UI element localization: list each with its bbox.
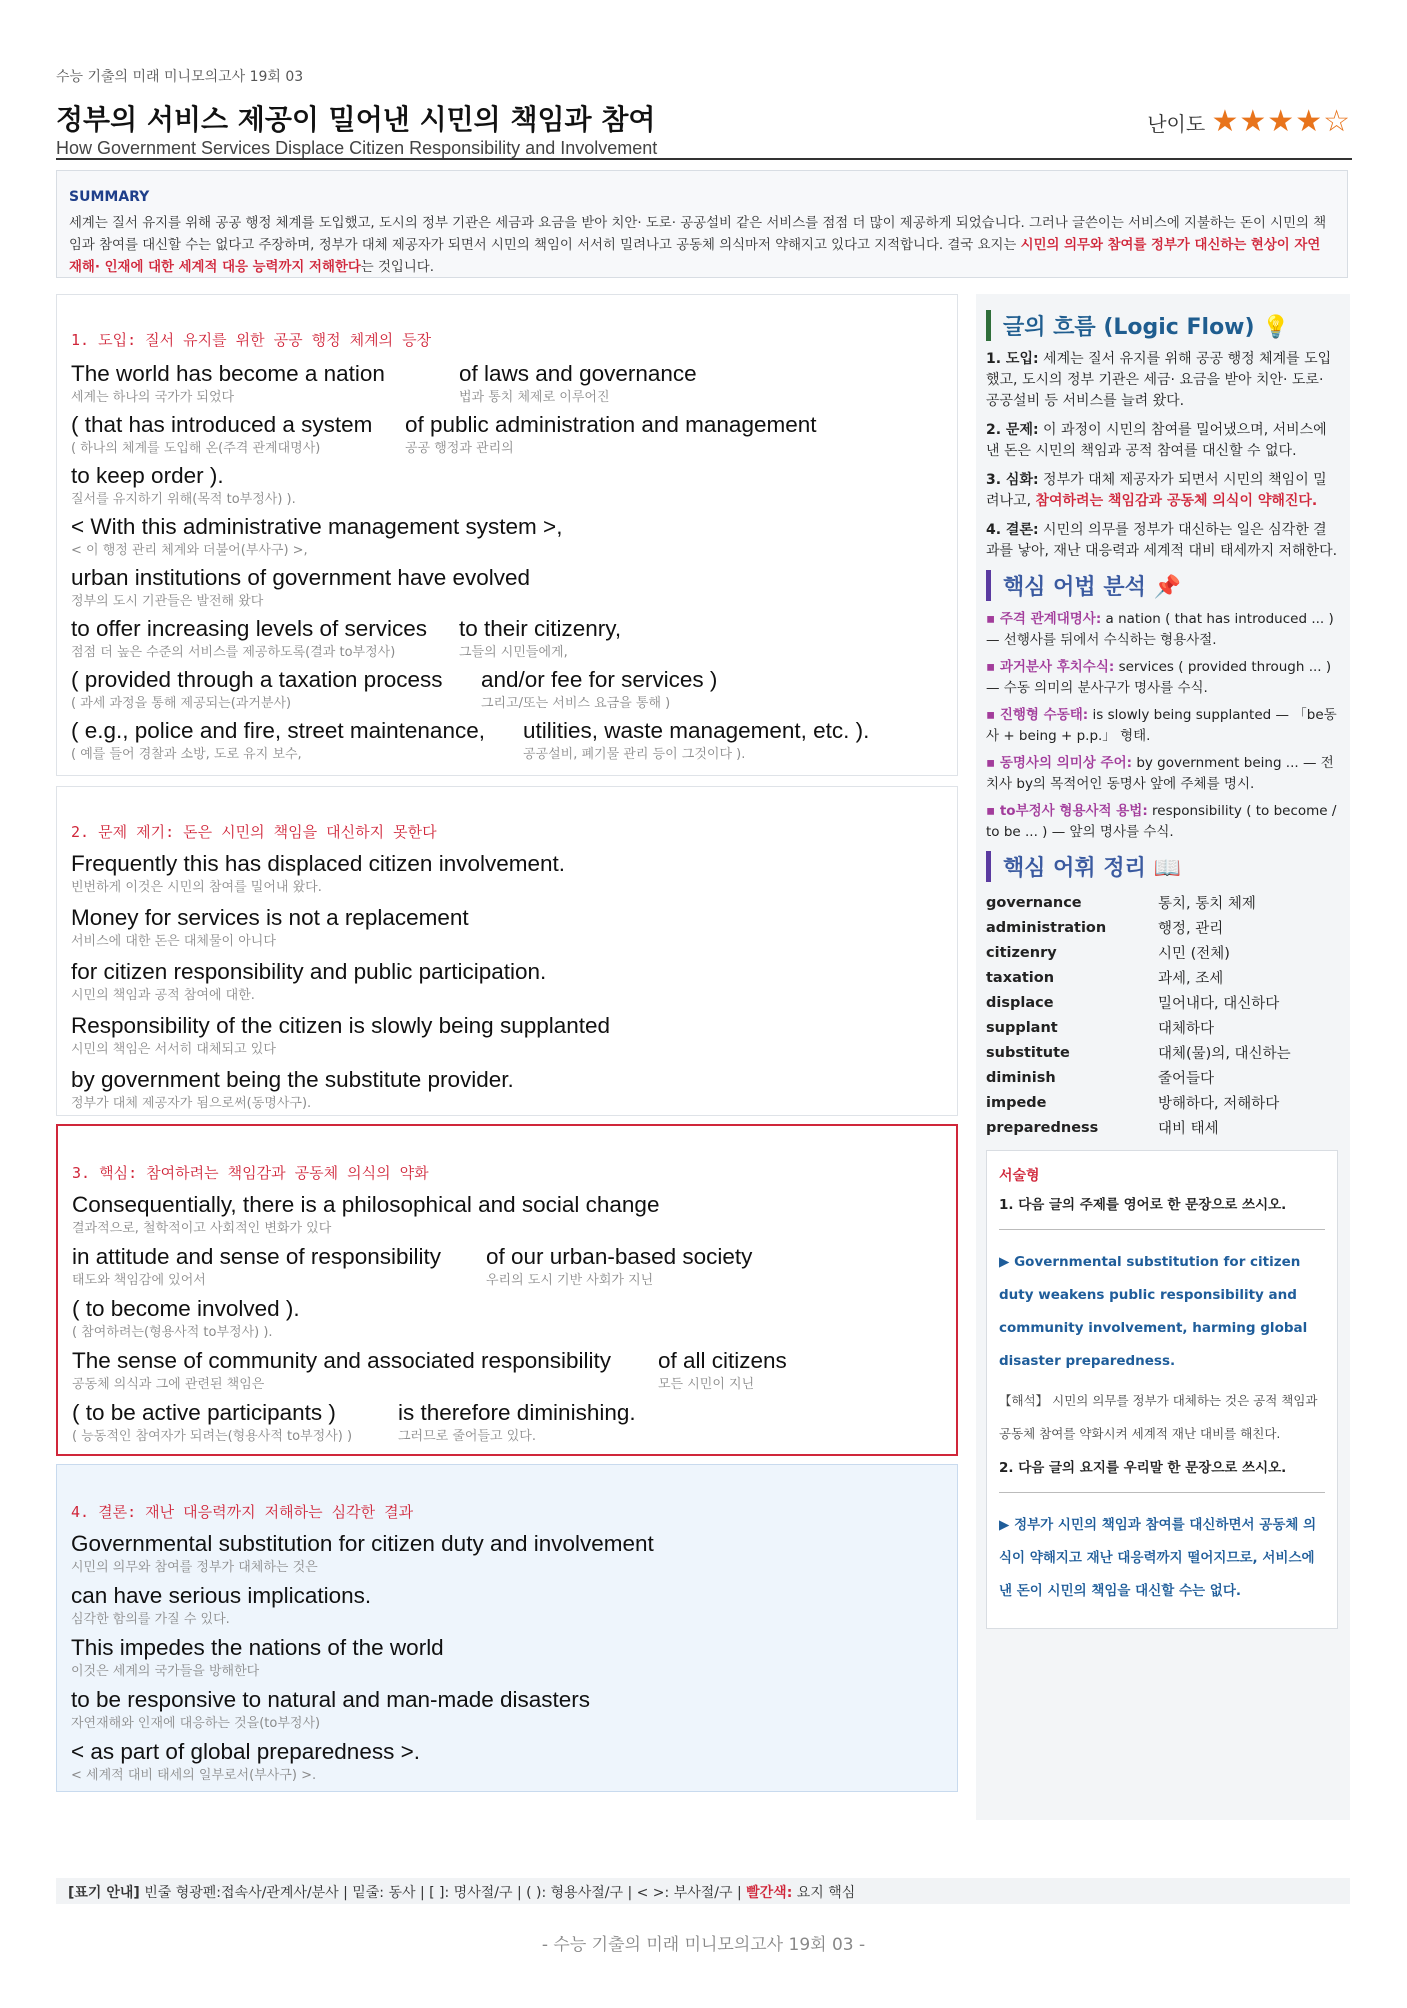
section-4 bbox=[56, 1464, 958, 1792]
sentence-line: of public administration and management 공공 행정과 관리의 bbox=[405, 412, 817, 456]
sentence-line: by government being the substitute provider. 정부가 대체 제공자가 됨으로써(동명사구). bbox=[71, 1067, 514, 1111]
answer-box bbox=[986, 1150, 1338, 1629]
vocab-row: displace 밀어내다, 대신하다 bbox=[986, 994, 1280, 1012]
sentence-line: ( to be active participants ) ( 능동적인 참여자가 되려는(형용사적 to부정사) ) bbox=[72, 1400, 353, 1444]
section-heading: 3. 핵심: 참여하려는 책임감과 공동체 의식의 약화 bbox=[72, 1164, 429, 1182]
sentence-line: and/or fee for services ) 그리고/또는 서비스 요금을 통해 ) bbox=[481, 667, 718, 711]
sentence-line: ( that has introduced a system ( 하나의 체계를 도입해 온(주격 관계대명사) bbox=[71, 412, 373, 456]
answer-2: ▶ 정부가 시민의 책임과 참여를 대신하면서 공동체 의식이 약해지고 재난 대응력까지 떨어지므로, 서비스에 낸 돈이 시민의 책임을 대신할 수는 없다. bbox=[999, 1517, 1317, 1599]
grammar-list bbox=[986, 609, 1338, 843]
sentence-line: is therefore diminishing. 그러므로 줄어들고 있다. bbox=[398, 1400, 636, 1444]
sentence-line: The sense of community and associated responsibility 공동체 의식과 그에 관련된 책임은 bbox=[72, 1348, 612, 1392]
sentence-line: Money for services is not a replacement 서비스에 대한 돈은 대체물이 아니다 bbox=[71, 905, 469, 949]
sentence-line: in attitude and sense of responsibility 태도와 책임감에 있어서 bbox=[72, 1244, 441, 1288]
summary-text: 세계는 질서 유지를 위해 공공 행정 체계를 도입했고, 도시의 정부 기관은 세금과 요금을 받아 치안· 도로· 공공설비 같은 서비스를 점점 더 많이 제공하게 되었습니다. 그러나 글쓴이는 서비스에 지불하는 돈이 시민의 책임과 참여를 대신할 수는 없다고 주장하며, 정부가 대체 제공자가 되면서 시민의 책임이 서서히 밀려나고 공동체 의식마저 약해지고 있다고 지적합니다. 결국 요지는 시민의 의무와 참여를 정부가 대신하는 현상이 자연재해· 인재에 대한 세계적 대응 능력까지 저해한다는 것입니다. bbox=[69, 216, 1327, 275]
series-label: 수능 기출의 미래 미니모의고사 19회 03 bbox=[56, 69, 304, 85]
sentence-line: of our urban-based society 우리의 도시 기반 사회가 지닌 bbox=[486, 1244, 753, 1288]
sentence-line: to offer increasing levels of services 점점 더 높은 수준의 서비스를 제공하도록(결과 to부정사) bbox=[71, 616, 428, 660]
page-title: 정부의 서비스 제공이 밀어낸 시민의 책임과 참여 bbox=[56, 103, 656, 136]
answer-1: ▶ Governmental substitution for citizen duty weakens public responsibility and community involvement, harming global disaster preparedness. bbox=[999, 1254, 1308, 1369]
vocab-row: citizenry 시민 (전체) bbox=[986, 944, 1230, 962]
answer-divider bbox=[999, 1229, 1325, 1230]
sidebar bbox=[976, 294, 1350, 1820]
page-subtitle: How Government Services Displace Citizen Responsibility and Involvement bbox=[56, 138, 658, 158]
flow-heading: 글의 흐름 (Logic Flow) 💡 bbox=[986, 310, 1338, 341]
sentence-line: of all citizens 모든 시민이 지닌 bbox=[658, 1348, 787, 1392]
logic-flow bbox=[986, 349, 1338, 562]
sentence-line: urban institutions of government have evolved 정부의 도시 기관들은 발전해 왔다 bbox=[71, 565, 531, 609]
summary-box bbox=[56, 170, 1348, 278]
title-divider bbox=[56, 158, 1352, 160]
sentence-line: < With this administrative management system >, < 이 행정 관리 체계와 더불어(부사구) >, bbox=[71, 514, 563, 558]
section-2 bbox=[56, 786, 958, 1116]
vocab-row: administration 행정, 관리 bbox=[986, 919, 1224, 937]
section-1 bbox=[56, 294, 958, 776]
summary-highlight: 시민의 의무와 참여를 정부가 대신하는 현상이 자연재해· 인재에 대한 세계적 대응 능력까지 저해한다 bbox=[69, 238, 1321, 275]
grammar-item: ▪ 진행형 수동태: is slowly being supplanted — 「be동사 + being + p.p.」 형태. bbox=[986, 707, 1337, 744]
section-3 bbox=[56, 1124, 958, 1456]
grammar-item: ▪ 과거분사 후치수식: services ( provided through ... ) — 수동 의미의 분사구가 명사를 수식. bbox=[986, 659, 1332, 696]
grammar-heading: 핵심 어법 분석 📌 bbox=[986, 570, 1338, 601]
sentence-line: ( e.g., police and fire, street maintenance, ( 예를 들어 경찰과 소방, 도로 유지 보수, bbox=[71, 718, 485, 762]
vocab-row: taxation 과세, 조세 bbox=[986, 969, 1224, 987]
section-heading: 4. 결론: 재난 대응력까지 저해하는 심각한 결과 bbox=[71, 1503, 414, 1521]
lightbulb-icon: 💡 bbox=[1262, 315, 1290, 340]
sentence-line: to their citizenry, 그들의 시민들에게, bbox=[459, 616, 622, 660]
vocab-row: supplant 대체하다 bbox=[986, 1019, 1215, 1037]
vocab-heading: 핵심 어휘 정리 📖 bbox=[986, 851, 1338, 882]
sentence-line: ( to become involved ). ( 참여하려는(형용사적 to부정사) ). bbox=[72, 1296, 300, 1340]
answer-divider bbox=[999, 1492, 1325, 1493]
sentence-line: Consequentially, there is a philosophical and social change 결과적으로, 철학적이고 사회적인 변화가 있다 bbox=[72, 1192, 660, 1236]
difficulty-rating bbox=[1147, 104, 1351, 139]
difficulty-label: 난이도 bbox=[1147, 112, 1206, 136]
section-heading: 1. 도입: 질서 유지를 위한 공공 행정 체계의 등장 bbox=[71, 331, 432, 349]
sentence-line: Governmental substitution for citizen duty and involvement 시민의 의무와 참여를 정부가 대체하는 것은 bbox=[71, 1531, 654, 1575]
vocab-row: diminish 줄어들다 bbox=[986, 1069, 1215, 1087]
question-2: 2. 다음 글의 요지를 우리말 한 문장으로 쓰시오. bbox=[999, 1460, 1287, 1476]
answer-1-translation: 【해석】 시민의 의무를 정부가 대체하는 것은 공적 책임과 공동체 참여를 약화시켜 세계적 재난 대비를 해친다. bbox=[999, 1393, 1318, 1441]
star-icon: ★★★★☆ bbox=[1211, 104, 1351, 139]
sentence-line: can have serious implications. 심각한 함의를 가질 수 있다. bbox=[71, 1583, 372, 1627]
flow-item: 4. 결론: 시민의 의무를 정부가 대신하는 일은 심각한 결과를 낳아, 재난 대응력과 세계적 대비 태세까지 저해한다. bbox=[986, 522, 1338, 559]
vocab-row: impede 방해하다, 저해하다 bbox=[986, 1094, 1280, 1112]
grammar-item: ▪ to부정사 형용사적 용법: responsibility ( to become / to be ... ) — 앞의 명사를 수식. bbox=[986, 803, 1337, 840]
page-footer: - 수능 기출의 미래 미니모의고사 19회 03 - bbox=[541, 1935, 866, 1955]
section-heading: 2. 문제 제기: 돈은 시민의 책임을 대신하지 못한다 bbox=[71, 823, 437, 841]
vocab-row: substitute 대체(물)의, 대신하는 bbox=[986, 1044, 1291, 1062]
vocab-row: governance 통치, 통치 체제 bbox=[986, 894, 1256, 912]
sentence-line: This impedes the nations of the world 이것은 세계의 국가들을 방해한다 bbox=[71, 1635, 444, 1679]
notation-legend: [표기 안내] 빈줄 형광펜:접속사/관계사/분사 | 밑줄: 동사 | [ ]: 명사절/구 | ( ): 형용사절/구 | < >: 부사절/구 | 빨간색: 요지 핵심 bbox=[56, 1878, 1350, 1904]
sentence-line: The world has become a nation 세계는 하나의 국가가 되었다 bbox=[71, 361, 385, 405]
flow-item: 1. 도입: 세계는 질서 유지를 위해 공공 행정 체계를 도입했고, 도시의 정부 기관은 세금· 요금을 받아 치안· 도로· 공공설비 등 서비스를 늘려 왔다. bbox=[986, 351, 1332, 409]
sentence-line: Frequently this has displaced citizen involvement. 빈번하게 이것은 시민의 참여를 밀어내 왔다. bbox=[71, 851, 566, 895]
sentence-line: < as part of global preparedness >. < 세계적 대비 태세의 일부로서(부사구) >. bbox=[71, 1739, 420, 1783]
sentence-line: of laws and governance 법과 통치 체제로 이루어진 bbox=[459, 361, 697, 405]
vocab-row: preparedness 대비 태세 bbox=[986, 1119, 1219, 1137]
sentence-line: ( provided through a taxation process ( 과세 과정을 통해 제공되는(과거분사) bbox=[71, 667, 443, 711]
sentence-line: Responsibility of the citizen is slowly being supplanted 시민의 책임은 서서히 대체되고 있다 bbox=[71, 1013, 611, 1057]
book-icon: 📖 bbox=[1153, 856, 1181, 881]
answer-label: 서술형 bbox=[999, 1168, 1040, 1184]
sentence-line: utilities, waste management, etc. ). 공공설비, 폐기물 관리 등이 그것이다 ). bbox=[523, 718, 870, 762]
grammar-item: ▪ 주격 관계대명사: a nation ( that has introduced ... ) — 선행사를 뒤에서 수식하는 형용사절. bbox=[986, 611, 1334, 648]
pin-icon: 📌 bbox=[1153, 575, 1181, 600]
question-1: 1. 다음 글의 주제를 영어로 한 문장으로 쓰시오. bbox=[999, 1197, 1287, 1213]
sentence-line: to keep order ). 질서를 유지하기 위해(목적 to부정사) ). bbox=[71, 463, 296, 507]
sentence-line: to be responsive to natural and man-made disasters 자연재해와 인재에 대응하는 것을(to부정사) bbox=[71, 1687, 591, 1731]
summary-heading: SUMMARY bbox=[69, 189, 150, 205]
flow-item: 3. 심화: 정부가 대체 제공자가 되면서 시민의 책임이 밀려나고, 참여하려는 책임감과 공동체 의식이 약해진다. bbox=[986, 472, 1327, 509]
sentence-line: for citizen responsibility and public participation. 시민의 책임과 공적 참여에 대한. bbox=[71, 959, 547, 1003]
flow-item: 2. 문제: 이 과정이 시민의 참여를 밀어냈으며, 서비스에 낸 돈은 시민의 책임과 공적 참여를 대신할 수 없다. bbox=[986, 422, 1327, 459]
grammar-item: ▪ 동명사의 의미상 주어: by government being ... — 전치사 by의 목적어인 동명사 앞에 주체를 명시. bbox=[986, 755, 1334, 792]
vocab-table bbox=[986, 890, 1338, 1140]
